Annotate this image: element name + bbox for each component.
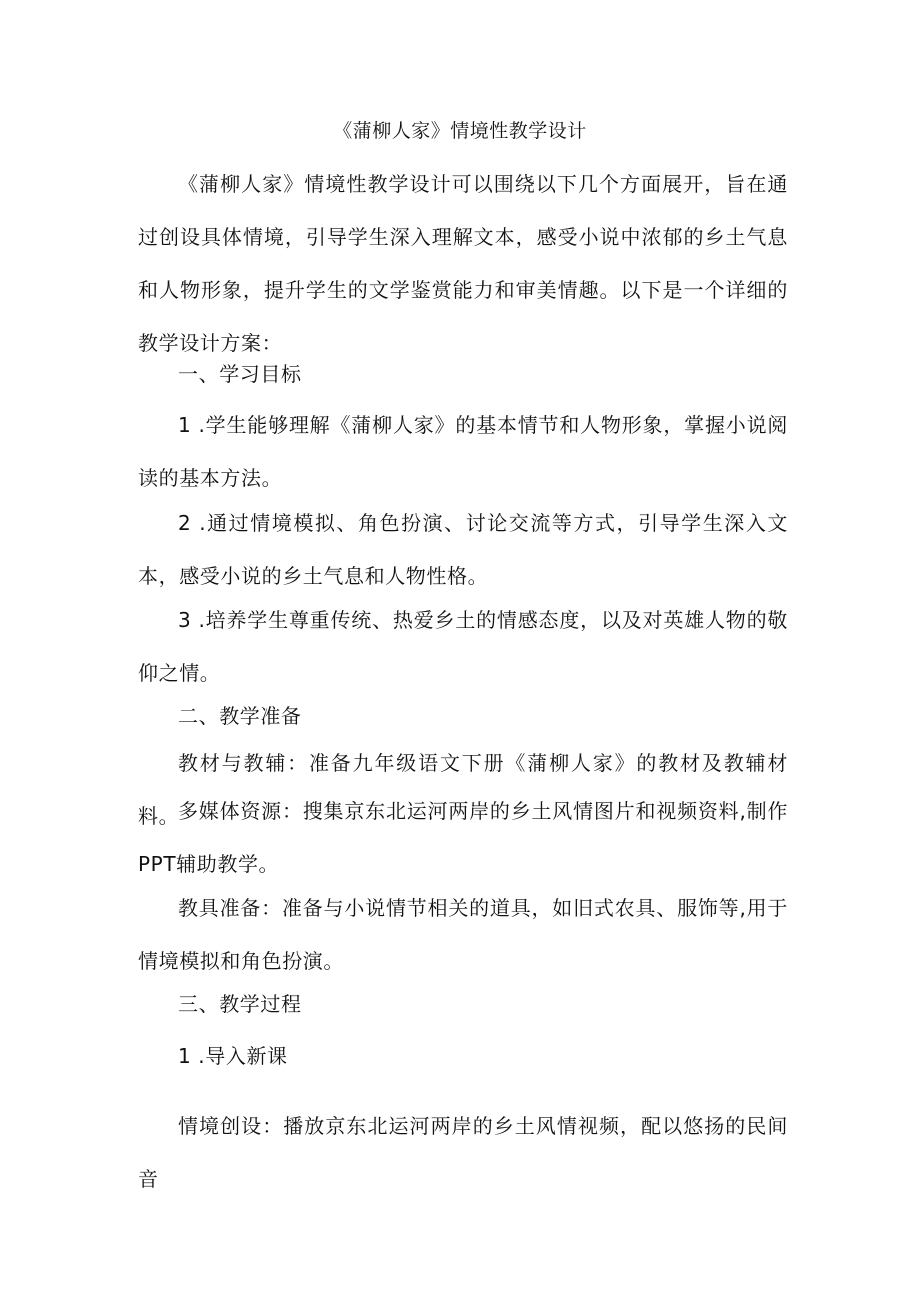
objective-item-3: 3 .培养学生尊重传统、热爱乡土的情感态度，以及对英雄人物的敬仰之情。 [138,608,788,685]
process-step-1-heading: 1 .导入新课 [178,1044,288,1068]
intro-paragraph: 《蒲柳人家》情境性教学设计可以围绕以下几个方面展开，旨在通过创设具体情境，引导学生深入理解文本，感受小说中浓郁的乡土气息和人物形象，提升学生的文学鉴赏能力和审美情趣。以下是一个详细的教学设计方案： [138,172,788,355]
process-step-1-text: 情境创设：播放京东北运河两岸的乡土风情视频，配以悠扬的民间音 [138,1114,788,1191]
section-heading-process: 三、教学过程 [178,992,302,1016]
section-heading-preparation: 二、教学准备 [178,704,302,728]
preparation-item-multimedia: 多媒体资源：搜集京东北运河两岸的乡土风情图片和视频资料,制作PPT辅助教学。 [138,799,788,876]
objective-item-1: 1 .学生能够理解《蒲柳人家》的基本情节和人物形象，掌握小说阅读的基本方法。 [138,413,788,490]
objective-item-2: 2 .通过情境模拟、角色扮演、讨论交流等方式，引导学生深入文本，感受小说的乡土气息和人物性格。 [138,511,788,588]
document-title: 《蒲柳人家》情境性教学设计 [333,120,587,142]
preparation-item-textbook: 教材与教辅：准备九年级语文下册《蒲柳人家》的教材及教辅材料。 [138,751,788,828]
section-heading-objectives: 一、学习目标 [178,362,302,386]
preparation-item-props: 教具准备：准备与小说情节相关的道具，如旧式农具、服饰等,用于情境模拟和角色扮演。 [138,896,788,973]
